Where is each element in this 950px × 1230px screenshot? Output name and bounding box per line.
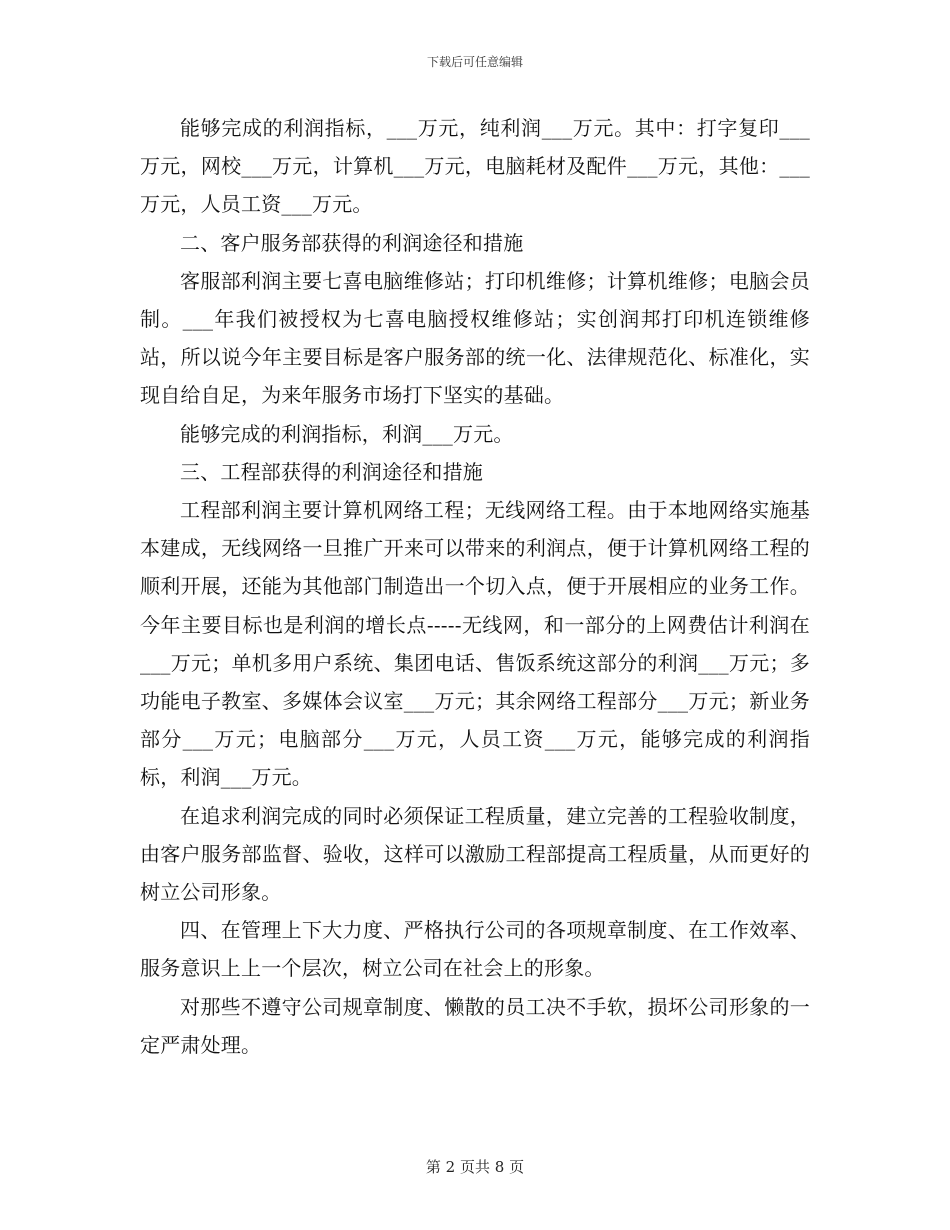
- page-header: 下载后可任意编辑: [426, 55, 523, 69]
- paragraph-customer-service-target: 能够完成的利润指标，利润___万元。: [180, 421, 514, 446]
- page-footer: 第 2 页共 8 页: [425, 1158, 525, 1176]
- document-body: [140, 109, 810, 1064]
- section-heading-management: 四、在管理上下大力度、严格执行公司的各项规章制度、在工作效率、服务意识上上一个层次，树立公司在社会上的形象。: [140, 918, 810, 981]
- section-heading-engineering: 三、工程部获得的利润途径和措施: [180, 459, 483, 484]
- paragraph-customer-service: 客服部利润主要七喜电脑维修站；打印机维修；计算机维修；电脑会员制。___年我们被授权为七喜电脑授权维修站；实创润邦打印机连锁维修站，所以说今年主要目标是客户服务部的统一化、法律规范化、标准化，实现自给自足，为来年服务市场打下坚实的基础。: [140, 268, 810, 408]
- section-heading-customer-service: 二、客户服务部获得的利润途径和措施: [180, 230, 524, 255]
- paragraph-engineering-quality: 在追求利润完成的同时必须保证工程质量，建立完善的工程验收制度，由客户服务部监督、验收，这样可以激励工程部提高工程质量，从而更好的树立公司形象。: [140, 803, 810, 905]
- paragraph-engineering: 工程部利润主要计算机网络工程；无线网络工程。由于本地网络实施基本建成，无线网络一旦推广开来可以带来的利润点，便于计算机网络工程的顺利开展，还能为其他部门制造出一个切入点，便于开展相应的业务工作。今年主要目标也是利润的增长点-----无线网，和一部分的上网费估计利润在___万元；单机多用户系统、集团电话、售饭系统这部分的利润___万元；多功能电子教室、多媒体会议室___万元；其余网络工程部分___万元；新业务部分___万元；电脑部分___万元，人员工资___万元，能够完成的利润指标，利润___万元。: [140, 498, 810, 790]
- paragraph-discipline: 对那些不遵守公司规章制度、懒散的员工决不手软，损坏公司形象的一定严肃处理。: [140, 994, 810, 1057]
- paragraph-profit-target: 能够完成的利润指标，___万元，纯利润___万元。其中：打字复印___万元，网校___万元，计算机___万元，电脑耗材及配件___万元，其他：___万元，人员工资___万元。: [140, 116, 810, 217]
